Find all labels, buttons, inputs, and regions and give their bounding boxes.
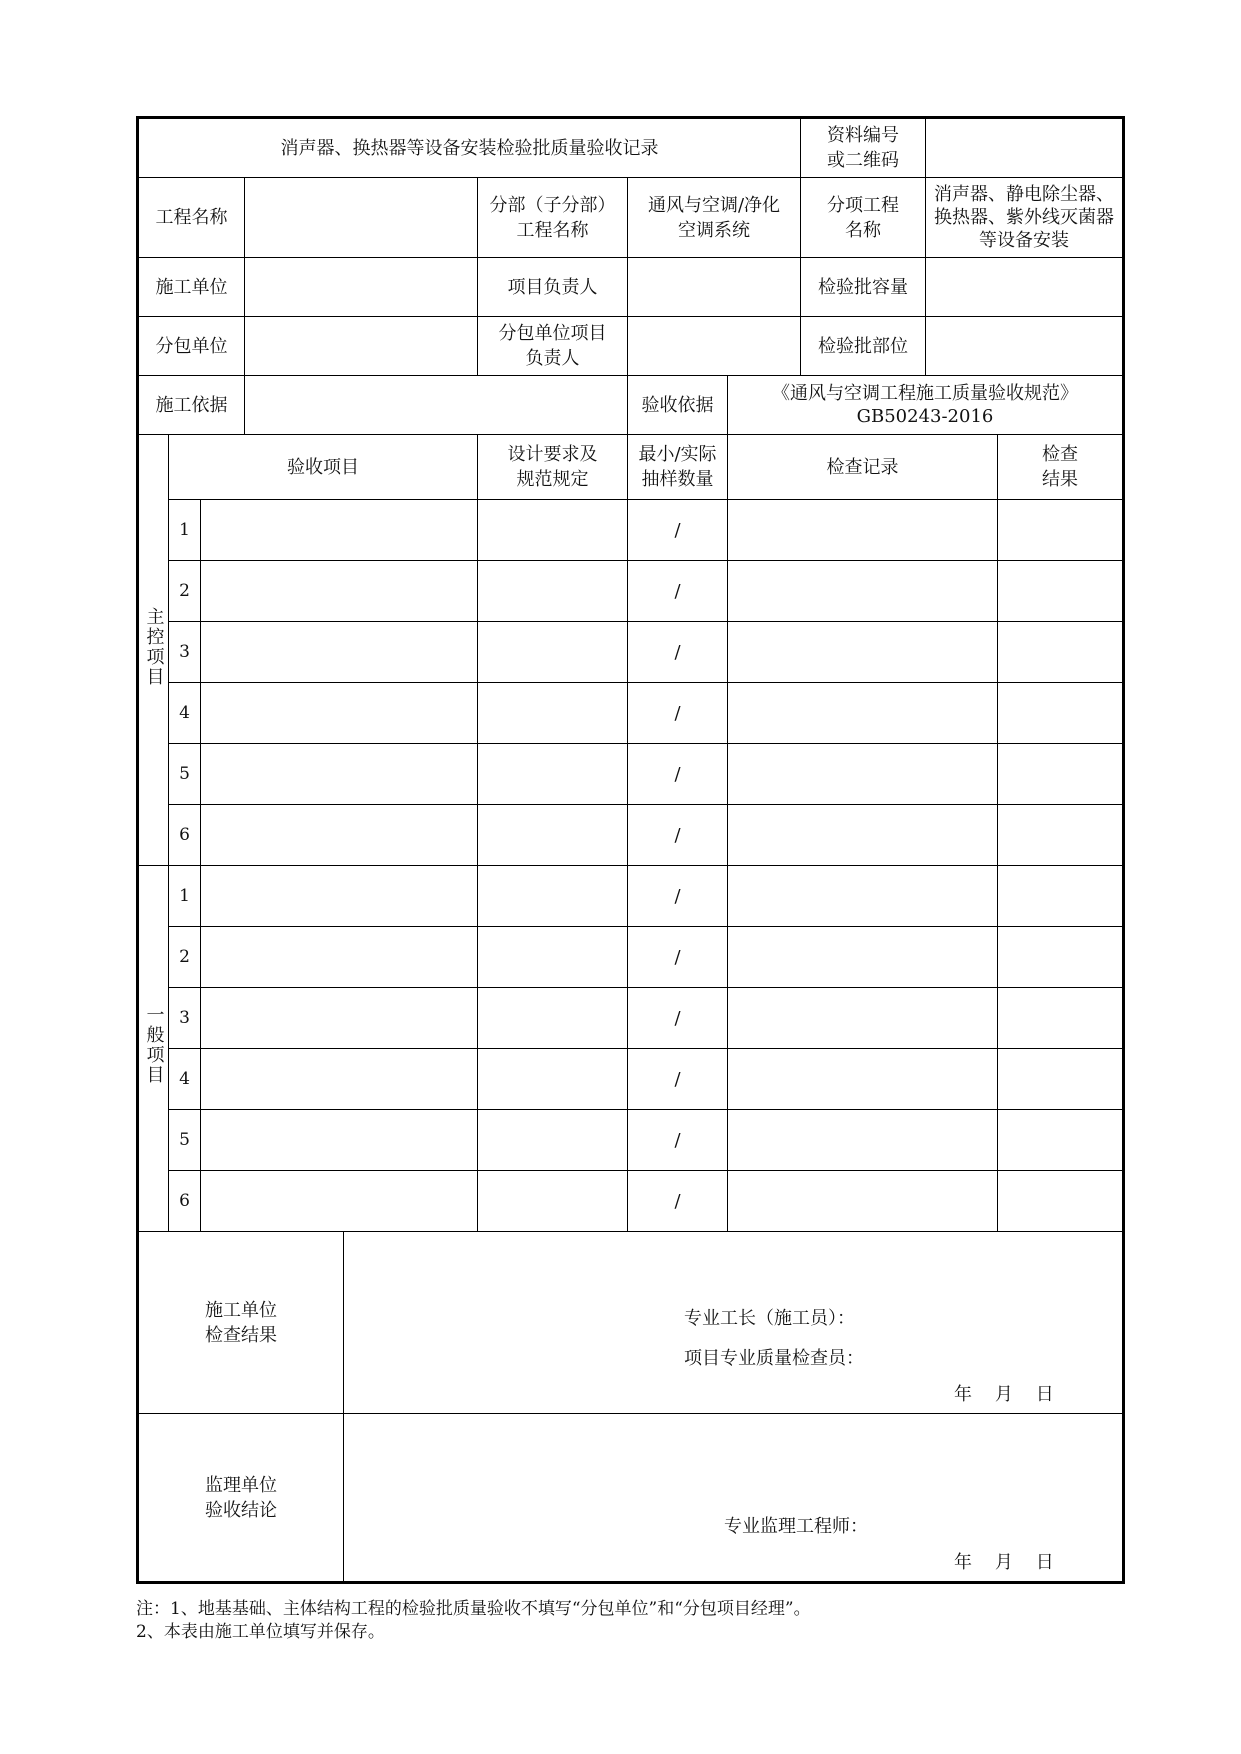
batch-capacity-value[interactable] bbox=[926, 258, 1124, 317]
sample-cell[interactable]: / bbox=[628, 805, 728, 866]
table-row bbox=[138, 866, 1124, 927]
subsection-label: 分部（子分部） 工程名称 bbox=[478, 178, 628, 258]
supervision-date[interactable]: 年 月 日 bbox=[954, 1552, 1054, 1573]
item-name-value[interactable]: 消声器、静电除尘器、 换热器、紫外线灭菌器 等设备安装 bbox=[926, 178, 1124, 258]
sample-cell[interactable]: / bbox=[628, 1110, 728, 1171]
sample-cell[interactable]: / bbox=[628, 927, 728, 988]
table-row bbox=[138, 561, 1124, 622]
construction-check-label: 施工单位 检查结果 bbox=[138, 1232, 344, 1414]
sample-cell[interactable]: / bbox=[628, 1171, 728, 1232]
header-inspection-record: 检查记录 bbox=[728, 435, 998, 500]
construction-check-date[interactable]: 年 月 日 bbox=[954, 1384, 1054, 1405]
table-row bbox=[138, 1049, 1124, 1110]
subcontract-manager-label: 分包单位项目 负责人 bbox=[478, 317, 628, 376]
batch-location-value[interactable] bbox=[926, 317, 1124, 376]
record-cell[interactable] bbox=[728, 805, 998, 866]
foreman-signature-label: 专业工长（施工员）： bbox=[684, 1308, 855, 1329]
sample-cell[interactable]: / bbox=[628, 988, 728, 1049]
item-cell[interactable] bbox=[201, 683, 478, 744]
design-cell[interactable] bbox=[478, 1110, 628, 1171]
row-number: 6 bbox=[169, 805, 201, 866]
supervision-conclusion-label: 监理单位 验收结论 bbox=[138, 1414, 344, 1583]
table-row bbox=[138, 988, 1124, 1049]
row-number: 3 bbox=[169, 622, 201, 683]
result-cell[interactable] bbox=[998, 805, 1124, 866]
project-name-value[interactable] bbox=[245, 178, 478, 258]
result-cell[interactable] bbox=[998, 561, 1124, 622]
design-cell[interactable] bbox=[478, 927, 628, 988]
acceptance-basis-label: 验收依据 bbox=[628, 376, 728, 435]
result-cell[interactable] bbox=[998, 927, 1124, 988]
item-cell[interactable] bbox=[201, 988, 478, 1049]
record-cell[interactable] bbox=[728, 866, 998, 927]
record-cell[interactable] bbox=[728, 622, 998, 683]
sample-cell[interactable]: / bbox=[628, 866, 728, 927]
item-cell[interactable] bbox=[201, 622, 478, 683]
result-cell[interactable] bbox=[998, 622, 1124, 683]
design-cell[interactable] bbox=[478, 622, 628, 683]
item-cell[interactable] bbox=[201, 1049, 478, 1110]
header-design-requirement: 设计要求及 规范规定 bbox=[478, 435, 628, 500]
table-row bbox=[138, 683, 1124, 744]
project-manager-value[interactable] bbox=[628, 258, 801, 317]
design-cell[interactable] bbox=[478, 866, 628, 927]
table-row bbox=[138, 622, 1124, 683]
design-cell[interactable] bbox=[478, 988, 628, 1049]
project-manager-label: 项目负责人 bbox=[478, 258, 628, 317]
record-cell[interactable] bbox=[728, 1049, 998, 1110]
row-number: 6 bbox=[169, 1171, 201, 1232]
row-number: 4 bbox=[169, 683, 201, 744]
row-number: 3 bbox=[169, 988, 201, 1049]
table-row bbox=[138, 500, 1124, 561]
project-name-label: 工程名称 bbox=[138, 178, 245, 258]
footnote-2: 2、本表由施工单位填写并保存。 bbox=[136, 1622, 385, 1642]
row-number: 2 bbox=[169, 561, 201, 622]
inspection-record-form bbox=[136, 116, 1125, 1584]
sample-cell[interactable]: / bbox=[628, 500, 728, 561]
item-cell[interactable] bbox=[201, 866, 478, 927]
item-cell[interactable] bbox=[201, 744, 478, 805]
design-cell[interactable] bbox=[478, 500, 628, 561]
row-number: 4 bbox=[169, 1049, 201, 1110]
record-cell[interactable] bbox=[728, 561, 998, 622]
result-cell[interactable] bbox=[998, 1110, 1124, 1171]
record-cell[interactable] bbox=[728, 1171, 998, 1232]
sample-cell[interactable]: / bbox=[628, 561, 728, 622]
sample-cell[interactable]: / bbox=[628, 683, 728, 744]
row-number: 1 bbox=[169, 866, 201, 927]
table-row bbox=[138, 744, 1124, 805]
sample-cell[interactable]: / bbox=[628, 622, 728, 683]
header-acceptance-item: 验收项目 bbox=[169, 435, 478, 500]
item-cell[interactable] bbox=[201, 927, 478, 988]
main-control-section-label: 主控项目 bbox=[138, 435, 169, 866]
result-cell[interactable] bbox=[998, 744, 1124, 805]
footnotes bbox=[136, 1598, 811, 1644]
construction-basis-label: 施工依据 bbox=[138, 376, 245, 435]
subcontract-unit-value[interactable] bbox=[245, 317, 478, 376]
doc-no-label: 资料编号 或二维码 bbox=[801, 118, 926, 178]
result-cell[interactable] bbox=[998, 988, 1124, 1049]
design-cell[interactable] bbox=[478, 1171, 628, 1232]
supervision-engineer-signature-label: 专业监理工程师： bbox=[724, 1516, 868, 1537]
row-number: 1 bbox=[169, 500, 201, 561]
result-cell[interactable] bbox=[998, 866, 1124, 927]
item-cell[interactable] bbox=[201, 1110, 478, 1171]
batch-location-label: 检验批部位 bbox=[801, 317, 926, 376]
record-cell[interactable] bbox=[728, 683, 998, 744]
item-cell[interactable] bbox=[201, 805, 478, 866]
sample-cell[interactable]: / bbox=[628, 1049, 728, 1110]
result-cell[interactable] bbox=[998, 500, 1124, 561]
header-inspection-result: 检查 结果 bbox=[998, 435, 1124, 500]
table-row bbox=[138, 1110, 1124, 1171]
subcontract-unit-label: 分包单位 bbox=[138, 317, 245, 376]
record-cell[interactable] bbox=[728, 1110, 998, 1171]
form-title: 消声器、换热器等设备安装检验批质量验收记录 bbox=[138, 118, 801, 178]
supervision-conclusion-area[interactable] bbox=[344, 1414, 1124, 1583]
record-cell[interactable] bbox=[728, 988, 998, 1049]
table-row bbox=[138, 805, 1124, 866]
subcontract-manager-value[interactable] bbox=[628, 317, 801, 376]
result-cell[interactable] bbox=[998, 1171, 1124, 1232]
record-cell[interactable] bbox=[728, 927, 998, 988]
construction-basis-value[interactable] bbox=[245, 376, 628, 435]
item-cell[interactable] bbox=[201, 1171, 478, 1232]
subsection-value[interactable]: 通风与空调/净化 空调系统 bbox=[628, 178, 801, 258]
construction-unit-label: 施工单位 bbox=[138, 258, 245, 317]
general-section-label: 一般项目 bbox=[138, 866, 169, 1232]
item-cell[interactable] bbox=[201, 561, 478, 622]
footnote-1: 注：1、地基基础、主体结构工程的检验批质量验收不填写“分包单位”和“分包项目经理”。 bbox=[136, 1599, 811, 1619]
row-number: 5 bbox=[169, 744, 201, 805]
row-number: 2 bbox=[169, 927, 201, 988]
design-cell[interactable] bbox=[478, 561, 628, 622]
construction-check-area[interactable] bbox=[344, 1232, 1124, 1414]
sample-cell[interactable]: / bbox=[628, 744, 728, 805]
batch-capacity-label: 检验批容量 bbox=[801, 258, 926, 317]
design-cell[interactable] bbox=[478, 744, 628, 805]
quality-inspector-signature-label: 项目专业质量检查员： bbox=[684, 1348, 864, 1369]
design-cell[interactable] bbox=[478, 805, 628, 866]
item-cell[interactable] bbox=[201, 500, 478, 561]
row-number: 5 bbox=[169, 1110, 201, 1171]
table-row bbox=[138, 1171, 1124, 1232]
design-cell[interactable] bbox=[478, 683, 628, 744]
construction-unit-value[interactable] bbox=[245, 258, 478, 317]
record-cell[interactable] bbox=[728, 500, 998, 561]
result-cell[interactable] bbox=[998, 1049, 1124, 1110]
design-cell[interactable] bbox=[478, 1049, 628, 1110]
header-sample-count: 最小/实际 抽样数量 bbox=[628, 435, 728, 500]
item-name-label: 分项工程 名称 bbox=[801, 178, 926, 258]
result-cell[interactable] bbox=[998, 683, 1124, 744]
doc-no-value[interactable] bbox=[926, 118, 1124, 178]
acceptance-basis-value[interactable]: 《通风与空调工程施工质量验收规范》 GB50243-2016 bbox=[728, 376, 1124, 435]
record-cell[interactable] bbox=[728, 744, 998, 805]
table-row bbox=[138, 927, 1124, 988]
